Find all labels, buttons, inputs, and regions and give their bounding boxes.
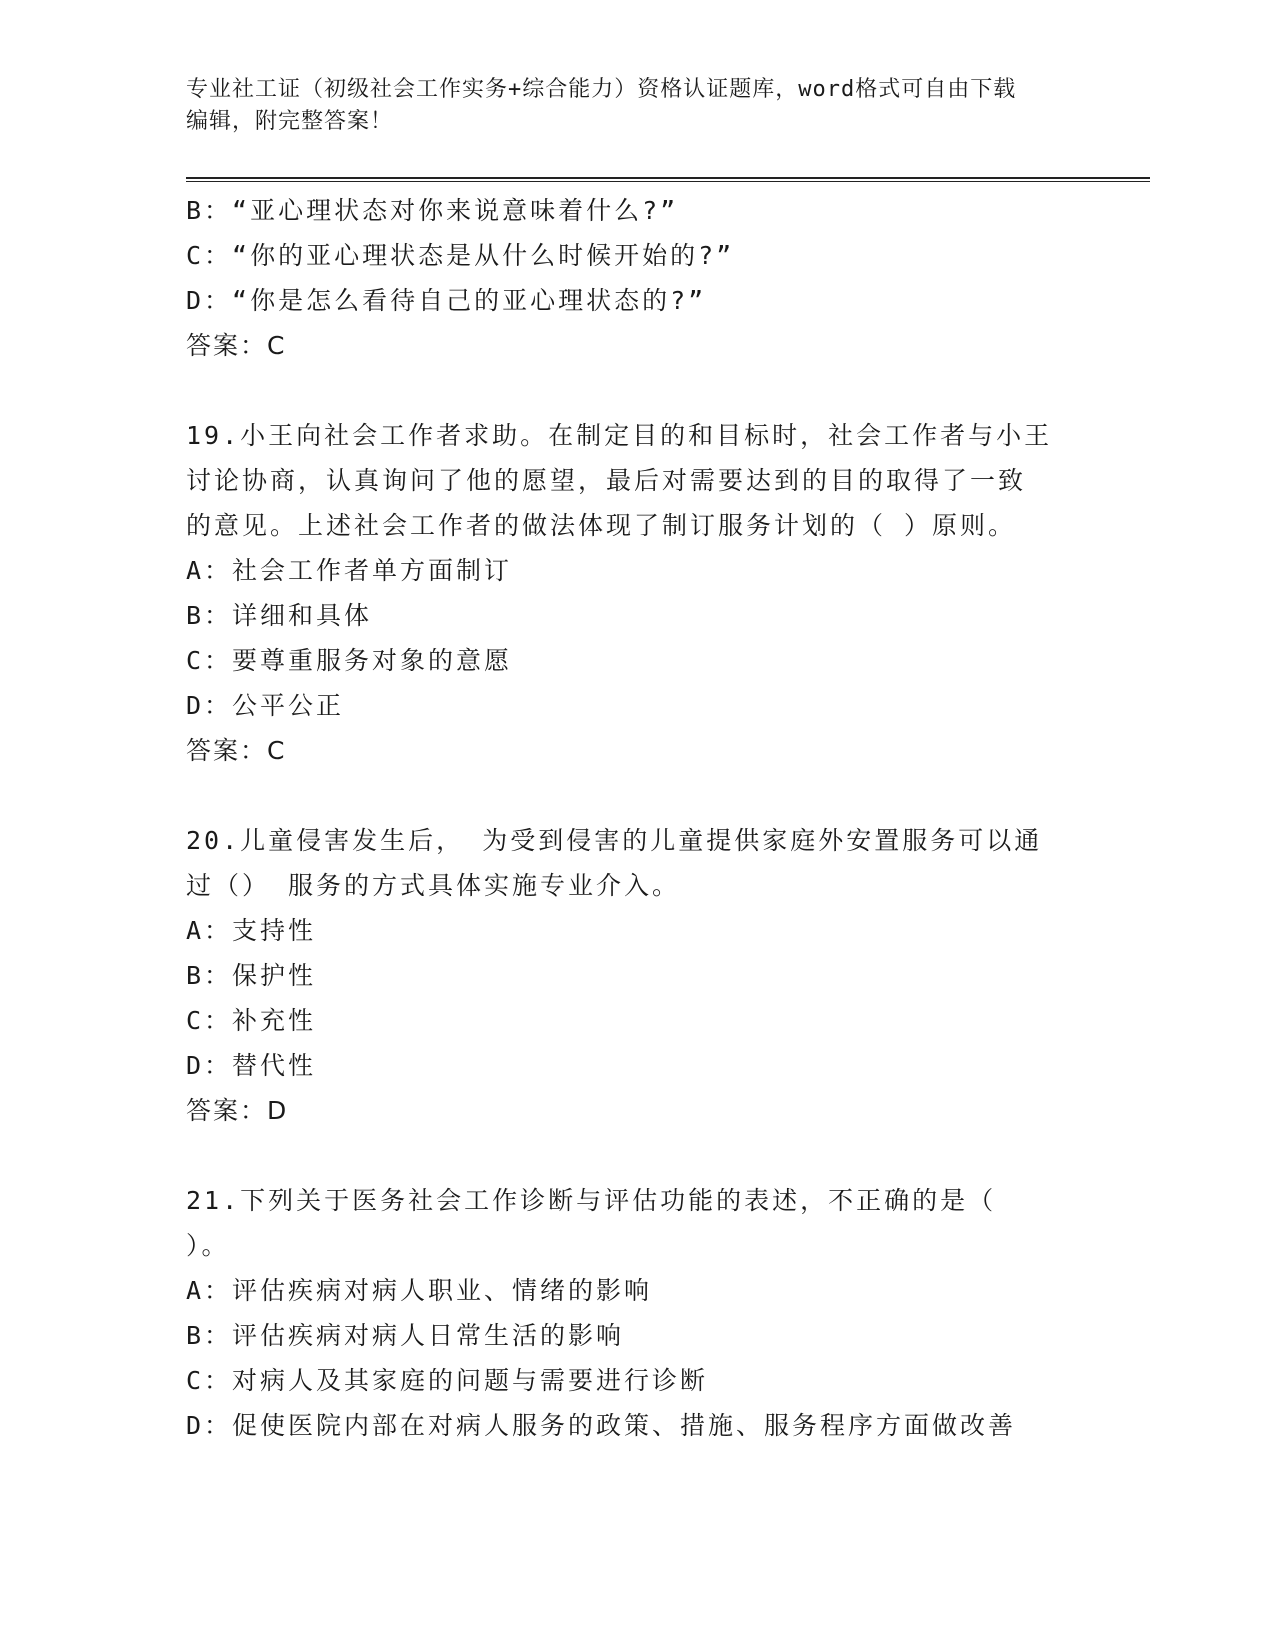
answer: 答案：D (186, 1096, 289, 1125)
option-d: D：公平公正 (186, 691, 345, 720)
question-content (186, 188, 1086, 1448)
option-b: B：保护性 (186, 961, 317, 990)
question-stem-line: ）。 (186, 1231, 230, 1260)
option-b: B：“亚心理状态对你来说意味着什么?” (186, 196, 679, 225)
option-d: D：促使医院内部在对病人服务的政策、措施、服务程序方面做改善 (186, 1411, 1017, 1440)
option-c: C：要尊重服务对象的意愿 (186, 646, 513, 675)
option-b: B：详细和具体 (186, 601, 373, 630)
question-20 (186, 818, 1086, 1133)
option-d: D：“你是怎么看待自己的亚心理状态的?” (186, 286, 707, 315)
spacer (186, 368, 1086, 413)
answer: 答案：C (186, 331, 287, 360)
question-18 (186, 188, 1086, 368)
question-stem-line: 讨论协商，认真询问了他的愿望，最后对需要达到的目的取得了一致 (186, 466, 1027, 495)
question-stem-line: 20.儿童侵害发生后， 为受到侵害的儿童提供家庭外安置服务可以通 (186, 826, 1043, 855)
question-stem-line: 19.小王向社会工作者求助。在制定目的和目标时，社会工作者与小王 (186, 421, 1053, 450)
header-line-1: 专业社工证（初级社会工作实务+综合能力）资格认证题库，word格式可自由下载 (186, 77, 1017, 102)
question-stem-line: 的意见。上述社会工作者的做法体现了制订服务计划的（ ）原则。 (186, 511, 1017, 540)
option-b: B：评估疾病对病人日常生活的影响 (186, 1321, 625, 1350)
question-stem-line: 21.下列关于医务社会工作诊断与评估功能的表述，不正确的是（ (186, 1186, 997, 1215)
header-divider (186, 177, 1150, 182)
option-a: A：社会工作者单方面制订 (186, 556, 513, 585)
option-d: D：替代性 (186, 1051, 317, 1080)
question-stem-line: 过（） 服务的方式具体实施专业介入。 (186, 871, 681, 900)
option-c: C：“你的亚心理状态是从什么时候开始的?” (186, 241, 735, 270)
page-header (186, 74, 1086, 138)
spacer (186, 773, 1086, 818)
header-line-2: 编辑，附完整答案！ (186, 109, 394, 134)
option-a: A：支持性 (186, 916, 317, 945)
option-a: A：评估疾病对病人职业、情绪的影响 (186, 1276, 653, 1305)
option-c: C：对病人及其家庭的问题与需要进行诊断 (186, 1366, 709, 1395)
question-21 (186, 1178, 1086, 1448)
answer: 答案：C (186, 736, 287, 765)
option-c: C：补充性 (186, 1006, 317, 1035)
question-19 (186, 413, 1086, 773)
spacer (186, 1133, 1086, 1178)
